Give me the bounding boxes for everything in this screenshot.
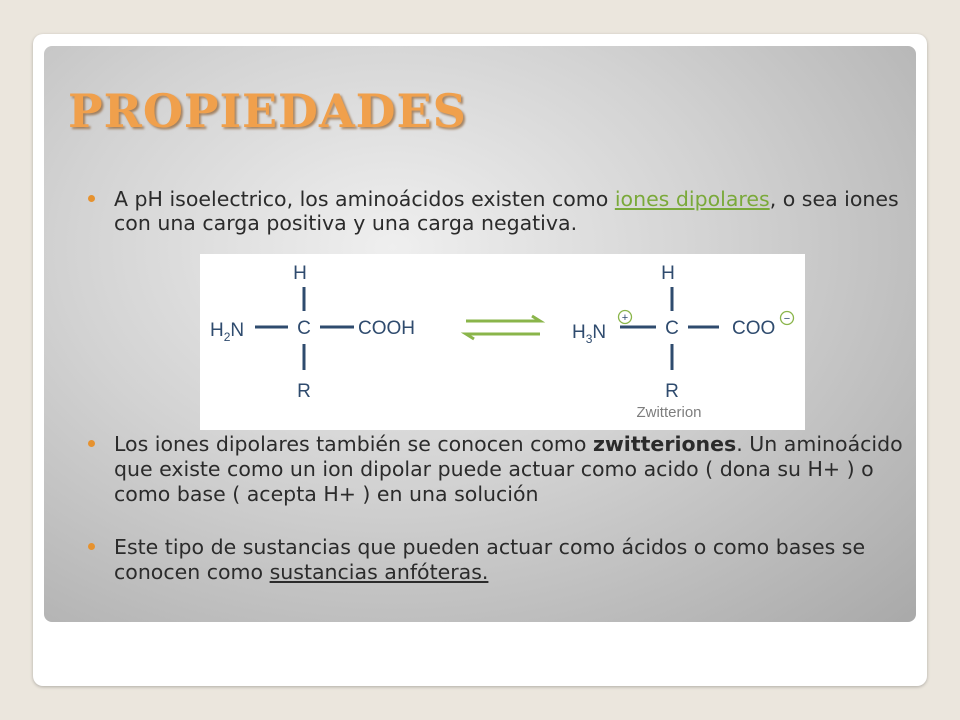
bullet-isoelectric-text-end: , o sea iones con una carga positiva y una carga negativa. — [114, 187, 899, 235]
left-carbon: C — [297, 318, 311, 339]
left-amine-h: H — [210, 320, 224, 341]
zwitterion — [572, 263, 794, 421]
zwitterion-equilibrium-figure — [200, 254, 805, 430]
left-top-h: H — [293, 263, 307, 284]
zwitterion-caption: Zwitterion — [636, 404, 702, 421]
slide-title: PROPIEDADES — [68, 84, 467, 138]
left-amine-subscript: 2 — [223, 330, 231, 344]
left-r-group: R — [297, 381, 311, 402]
bullet-anfoteras — [114, 535, 914, 585]
zwitterion-equilibrium-diagram — [200, 254, 805, 430]
left-amine-group — [210, 320, 244, 344]
bullet-zwitteriones — [114, 432, 914, 507]
reverse-arrow — [466, 334, 540, 339]
equilibrium-arrows — [466, 316, 540, 339]
right-carbon: C — [665, 318, 679, 339]
neutral-amino-acid — [210, 263, 415, 402]
right-carboxylate: COO — [732, 318, 776, 339]
bullet-zwitteriones-text: Los iones dipolares también se conocen como — [114, 432, 593, 456]
forward-arrow — [466, 316, 540, 321]
right-amine-n: N — [592, 322, 607, 343]
bullet-zwitteriones-text-end: . Un aminoácido que existe como un ion dipolar puede actuar como acido ( dona su H+ ) o como base ( acepta H+ ) en una solución — [114, 432, 903, 506]
bullet-isoelectric — [114, 187, 904, 235]
right-amine-h: H — [572, 322, 586, 343]
left-carboxyl: COOH — [358, 318, 415, 339]
bullet-anfoteras-text: Este tipo de sustancias que pueden actuar como ácidos o como bases se conocen como — [114, 535, 866, 584]
sustancias-anfoteras-term: sustancias anfóteras. — [269, 560, 489, 584]
bullet-isoelectric-text: A pH isoelectrico, los aminoácidos existen como — [114, 187, 615, 211]
right-r-group: R — [665, 381, 679, 402]
negative-charge-sign: − — [783, 313, 791, 325]
iones-dipolares-link[interactable]: iones dipolares — [614, 187, 770, 211]
right-amine-subscript: 3 — [585, 332, 593, 346]
left-amine-n: N — [230, 320, 245, 341]
right-amine-group — [572, 322, 606, 346]
right-top-h: H — [661, 263, 675, 284]
positive-charge-sign: + — [621, 312, 629, 324]
zwitteriones-term: zwitteriones — [592, 432, 737, 456]
